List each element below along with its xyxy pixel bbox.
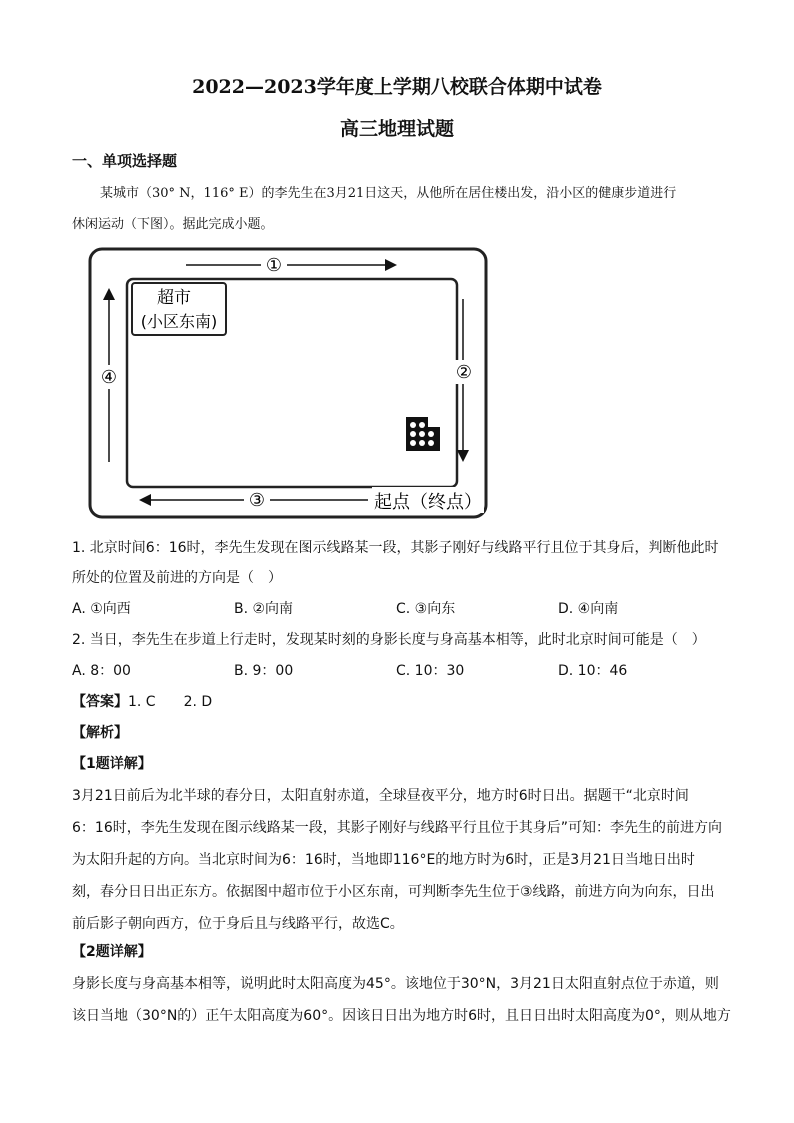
route3-label: ③ <box>248 490 266 511</box>
answer-tag: 【答案】 <box>72 694 128 710</box>
q1-option-c[interactable]: C. ③向东 <box>396 601 456 617</box>
detail-1-line: 为太阳升起的方向。当北京时间为6：16时，当地即116°E的地方时为6时，正是3月21日当地日出时 <box>72 852 695 868</box>
start-end-label: 起点（终点） <box>374 492 482 513</box>
detail-1-line: 刻，春分日日出正东方。依据图中超市位于小区东南，可判断李先生位于③线路，前进方向为向东，日出 <box>72 884 715 900</box>
exam-title: 2022—2023学年度上学期八校联合体期中试卷 <box>192 76 602 98</box>
detail-2-line: 该日当地（30°N的）正午太阳高度为60°。因该日日出为地方时6时，且日日出时太阳高度为0°，则从地方 <box>72 1008 731 1024</box>
q2-option-c[interactable]: C. 10：30 <box>396 663 465 679</box>
question-2-line-1: 2. 当日，李先生在步道上行走时，发现某时刻的身影长度与身高基本相等，此时北京时间可能是（ ） <box>72 632 706 648</box>
answer-row <box>72 691 212 711</box>
section-heading: 一、单项选择题 <box>72 152 178 170</box>
exam-subtitle: 高三地理试题 <box>339 118 454 140</box>
detail-1-tag: 【1题详解】 <box>72 756 152 772</box>
detail-1-line: 3月21日前后为北半球的春分日，太阳直射赤道，全球昼夜平分，地方时6时日出。据题干“北京时间 <box>72 788 689 804</box>
residential-building-icon <box>406 417 440 451</box>
detail-1-body <box>72 780 722 940</box>
q2-option-a[interactable]: A. 8：00 <box>72 663 131 679</box>
route2-label: ② <box>455 362 473 383</box>
q2-option-b[interactable]: B. 9：00 <box>234 663 294 679</box>
intro-line-1: 某城市（30° N，116° E）的李先生在3月21日这天，从他所在居住楼出发，沿小区的健康步道进行 <box>100 186 677 201</box>
question-1-line-1: 1. 北京时间6：16时，李先生发现在图示线路某一段，其影子刚好与线路平行且位于其身后，判断他此时 <box>72 540 719 556</box>
detail-1-line: 前后影子朝向西方，位于身后且与线路平行，故选C。 <box>72 916 404 932</box>
supermarket-location-label: (小区东南) <box>140 312 218 331</box>
intro-line-2: 休闲运动（下图）。据此完成小题。 <box>72 217 274 232</box>
detail-2-body <box>72 968 731 1032</box>
detail-2-line: 身影长度与身高基本相等，说明此时太阳高度为45°。该地位于30°N，3月21日太阳直射点位于赤道，则 <box>72 976 719 992</box>
q2-option-d[interactable]: D. 10：46 <box>558 663 628 679</box>
detail-2-tag: 【2题详解】 <box>72 944 152 960</box>
supermarket-label: 超市 <box>157 288 191 308</box>
detail-1-line: 6：16时，李先生发现在图示线路某一段，其影子刚好与线路平行且位于其身后”可知：李先生的前进方向 <box>72 820 722 836</box>
answer-text: 1. C 2. D <box>128 694 213 710</box>
route1-label: ① <box>265 255 283 276</box>
route4-label: ④ <box>100 367 118 388</box>
q1-option-a[interactable]: A. ①向西 <box>72 601 131 617</box>
q1-option-d[interactable]: D. ④向南 <box>558 601 619 617</box>
walking-route-diagram <box>88 247 490 521</box>
q1-option-b[interactable]: B. ②向南 <box>234 601 294 617</box>
analysis-tag: 【解析】 <box>72 725 128 741</box>
question-1-line-2: 所处的位置及前进的方向是（ ） <box>72 570 282 586</box>
